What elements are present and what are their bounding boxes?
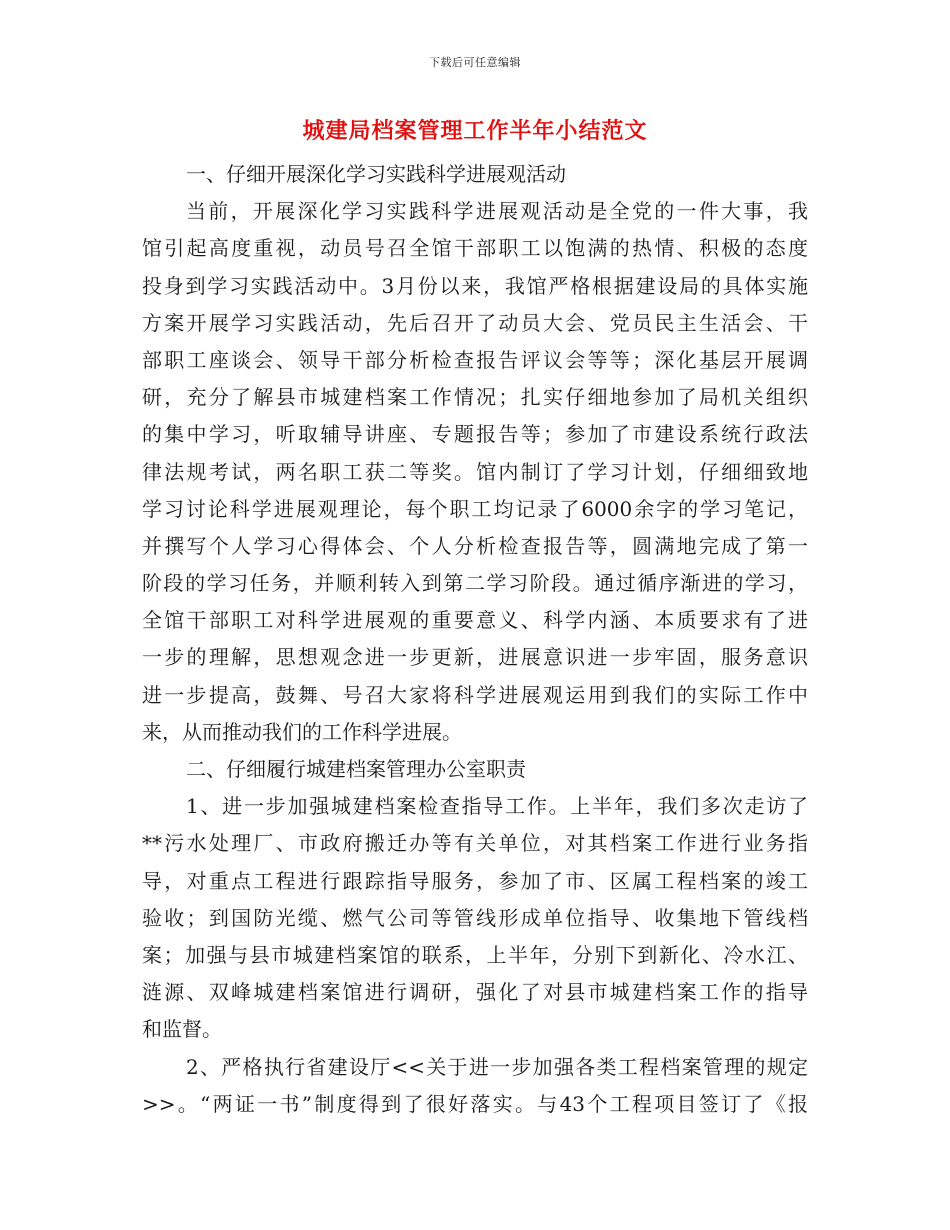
section-heading: 一、仔细开展深化学习实践科学进展观活动: [186, 162, 566, 186]
paragraph-line: 1、进一步加强城建档案检查指导工作。上半年，我们多次走访了: [186, 794, 808, 819]
paragraph-line: 2、严格执行省建设厅<<关于进一步加强各类工程档案管理的规定: [186, 1054, 808, 1079]
paragraph-line: **污水处理厂、市政府搬迁办等有关单位，对其档案工作进行业务指: [142, 831, 808, 856]
paragraph-line: 阶段的学习任务，并顺利转入到第二学习阶段。通过循序渐进的学习，: [142, 571, 808, 596]
paragraph-line: 的集中学习，听取辅导讲座、专题报告等；参加了市建设系统行政法: [142, 422, 808, 447]
paragraph-line: 导，对重点工程进行跟踪指导服务，参加了市、区属工程档案的竣工: [142, 868, 808, 893]
paragraph-line: 方案开展学习实践活动，先后召开了动员大会、党员民主生活会、干: [142, 310, 808, 335]
paragraph-line: 并撰写个人学习心得体会、个人分析检查报告等，圆满地完成了第一: [142, 533, 808, 558]
page-title: 城建局档案管理工作半年小结范文: [302, 118, 648, 144]
paragraph-line: 律法规考试，两名职工获二等奖。馆内制订了学习计划，仔细细致地: [142, 459, 808, 484]
paragraph-line: 当前，开展深化学习实践科学进展观活动是全党的一件大事，我: [186, 199, 808, 224]
paragraph-line: 一步的理解，思想观念进一步更新，进展意识进一步牢固，服务意识: [142, 645, 808, 670]
section-heading: 二、仔细履行城建档案管理办公室职责: [186, 757, 526, 781]
paragraph-line: 学习讨论科学进展观理论，每个职工均记录了6000余字的学习笔记，: [142, 496, 808, 521]
paragraph-line: 来，从而推动我们的工作科学进展。: [142, 719, 462, 744]
header-note: 下载后可任意编辑: [429, 56, 521, 69]
paragraph-line: 部职工座谈会、领导干部分析检查报告评议会等等；深化基层开展调: [142, 347, 808, 372]
paragraph-line: 全馆干部职工对科学进展观的重要意义、科学内涵、本质要求有了进: [142, 608, 808, 633]
paragraph-line: 验收；到国防光缆、燃气公司等管线形成单位指导、收集地下管线档: [142, 905, 808, 930]
paragraph-line: 涟源、双峰城建档案馆进行调研，强化了对县市城建档案工作的指导: [142, 980, 808, 1005]
document-body: [142, 156, 808, 1123]
paragraph-line: >>。“两证一书”制度得到了很好落实。与43个工程项目签订了《报: [142, 1091, 808, 1116]
paragraph-line: 研，充分了解县市城建档案工作情况；扎实仔细地参加了局机关组织: [142, 385, 808, 410]
paragraph-line: 进一步提高，鼓舞、号召大家将科学进展观运用到我们的实际工作中: [142, 682, 808, 707]
paragraph-line: 案；加强与县市城建档案馆的联系，上半年，分别下到新化、冷水江、: [142, 942, 808, 967]
paragraph-line: 投身到学习实践活动中。3月份以来，我馆严格根据建设局的具体实施: [142, 273, 808, 298]
paragraph-line: 和监督。: [142, 1017, 222, 1042]
paragraph-line: 馆引起高度重视，动员号召全馆干部职工以饱满的热情、积极的态度: [142, 236, 808, 261]
